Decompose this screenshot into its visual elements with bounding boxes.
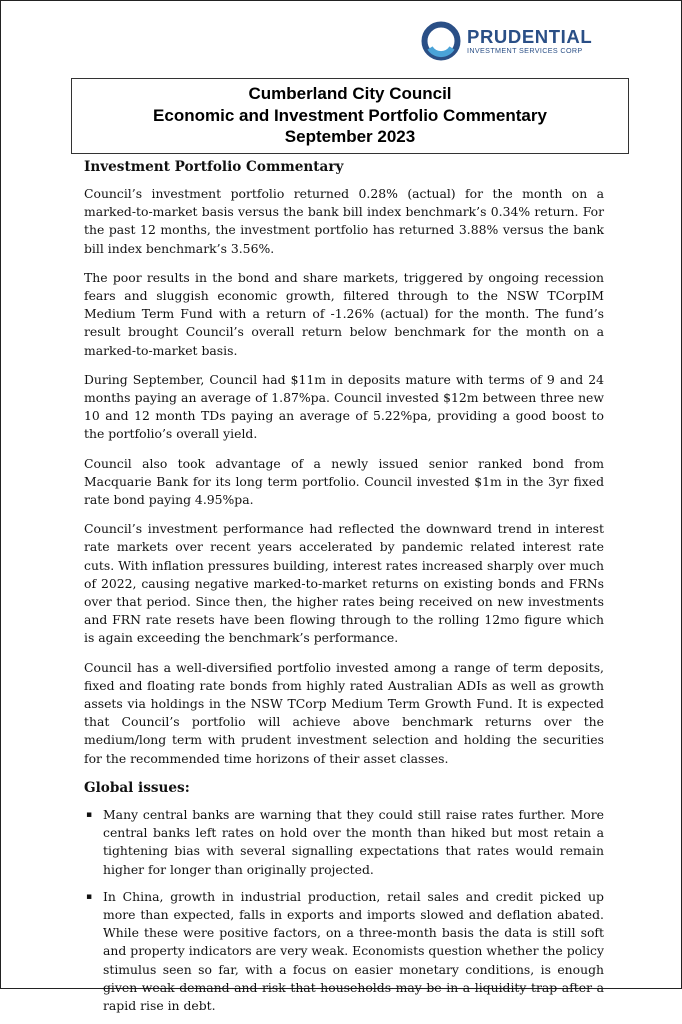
paragraph: Council also took advantage of a newly issued senior ranked bond from Macquarie Bank for its long term portfolio. Council invested $1m in the 3yr fixed rate bond paying 4.95%pa. [84,455,604,508]
paragraph: During September, Council had $11m in deposits mature with terms of 9 and 24 months paying an average of 1.87%pa. Council invested $12m between three new 10 and 12 month TDs paying an average of 5.22%pa, providing a good boost to the portfolio’s overall yield. [84,371,604,442]
paragraph: Council’s investment portfolio returned 0.28% (actual) for the month on a marked-to-market basis versus the bank bill index benchmark’s 0.34% return. For the past 12 months, the investment portfolio has returned 3.88% versus the bank bill index benchmark’s 3.56%. [84,186,604,256]
bullet-text: In China, growth in industrial production, retail sales and credit picked up more than expected, falls in exports and imports slowed and deflation abated. While these were positive factors, on a three-month basis the data is still soft and property indicators are very weak. Economists question whether the policy stimulus seen so far, with a focus on easier monetary conditions, is enough given weak demand and risk that households may be in a liquidity trap after a rapid rise in debt. [103,888,604,1013]
bullet-icon: ▪ [86,891,93,902]
paragraph: Council has a well-diversified portfolio invested among a range of term deposits, fixed and floating rate bonds from highly rated Australian ADIs as well as growth assets via holdings in the NSW TCorp Medium Term Growth Fund. It is expected that Council’s portfolio will achieve above benchmark returns over the medium/long term with prudent investment selection and holding the securities for the recommended time horizons of their asset classes. [84,659,604,766]
bullet-text: Many central banks are warning that they could still raise rates further. More central banks left rates on hold over the month than hiked but most retain a tightening bias with several signalling expectations that rates would remain higher for longer than originally projected. [103,806,604,877]
title-report: Economic and Investment Portfolio Commentary [153,105,547,125]
global-issues-list [84,806,604,1015]
logo-name: PRUDENTIAL [467,25,593,47]
prudential-emblem-icon [421,21,461,61]
list-item [84,806,604,879]
list-item [84,888,604,1015]
paragraph: The poor results in the bond and share markets, triggered by ongoing recession fears and sluggish economic growth, filtered through to the NSW TCorpIM Medium Term Fund with a return of -1.26% (actual) for the month. The fund’s result brought Council’s overall return below benchmark for the month on a marked-to-market basis. [84,269,604,358]
prudential-logo [421,21,592,61]
title-council: Cumberland City Council [248,84,452,103]
global-issues-heading: Global issues: [84,779,190,796]
investment-heading: Investment Portfolio Commentary [84,159,344,175]
commentary-body [84,158,604,1024]
title-date: September 2023 [284,127,416,146]
logo-subtitle: INVESTMENT SERVICES CORP [467,45,583,55]
bullet-icon: ▪ [86,809,93,820]
paragraph: Council’s investment performance had reflected the downward trend in interest rate markets over recent years accelerated by pandemic related interest rate cuts. With inflation pressures building, interest rates increased sharply over much of 2022, causing negative marked-to-market returns on existing bonds and FRNs over that period. Since then, the higher rates being received on new investments and FRN rate resets have been flowing through to the rolling 12mo figure which is again exceeding the benchmark’s performance. [84,521,604,646]
title-box [71,78,629,154]
